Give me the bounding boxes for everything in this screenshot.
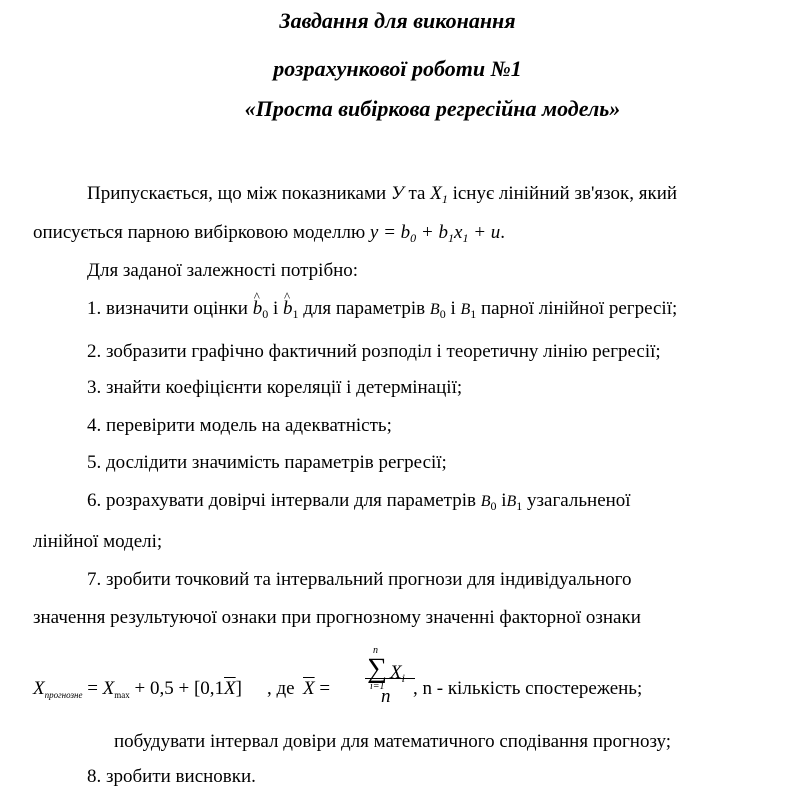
task-3: 3. знайти коефіцієнти кореляції і детермінації; — [87, 377, 463, 398]
title-line-2: розрахункової роботи №1 — [273, 56, 522, 81]
task-7-line-4: побудувати інтервал довіри для математичного сподівання прогнозу; — [114, 731, 672, 752]
task-6: 6. розрахувати довірчі інтервали для параметрів $B_0$ $іB_1$ узагальненої — [87, 490, 631, 513]
task-1: 1. визначити оцінки ^ $b_0$ і ^ $b_1$ для параметрів $B_0$ і $B_1$ парної лінійної регресії; — [87, 299, 677, 318]
task-6-continued: лінійної моделі; — [33, 531, 163, 552]
mean-symbol: $\overline{X}$ = — [303, 678, 331, 699]
de-word: , де — [267, 678, 295, 699]
intro-paragraph-line-2: описується парною вибірковою моделлю $y = b_0 + b_1x_1 + u$. — [33, 222, 506, 245]
task-4: 4. перевірити модель на адекватність; — [87, 415, 392, 436]
task-7-line-1: 7. зробити точковий та інтервальний прогнози для індивідуального — [87, 569, 632, 590]
task-2: 2. зобразити графічно фактичний розподіл і теоретичну лінію регресії; — [87, 341, 661, 362]
forecast-formula-lhs: $X_{прогнозне} = X_{max} + 0,5 + [0,1\overline{X}]$ — [33, 678, 242, 700]
task-5: 5. дослідити значимість параметрів регресії; — [87, 452, 447, 473]
intro-paragraph-line-1: Припускається, що між показниками У та $X_1$ існує лінійний зв'язок, який — [87, 183, 678, 206]
title-line-1: Завдання для виконання — [279, 8, 516, 33]
title-line-3: «Проста вибіркова регресійна модель» — [244, 96, 621, 121]
task-7-line-2: значення результуючої ознаки при прогнозному значенні факторної ознаки — [33, 607, 641, 628]
model-formula: $y = b_0 + b_1x_1 + u$ — [369, 222, 501, 245]
task-8: 8. зробити висновки. — [87, 766, 256, 787]
forecast-formula: $X_{прогнозне} = X_{max} + 0,5 + [0,1\overline{X}]$ , де $\overline{X}$ = ∑ n i=1 $X_i$ n , n - кількість спостережень; — [33, 645, 643, 707]
n-count-description: , n - кількість спостережень; — [413, 678, 643, 699]
intro-paragraph-line-3: Для заданої залежності потрібно: — [87, 260, 359, 281]
